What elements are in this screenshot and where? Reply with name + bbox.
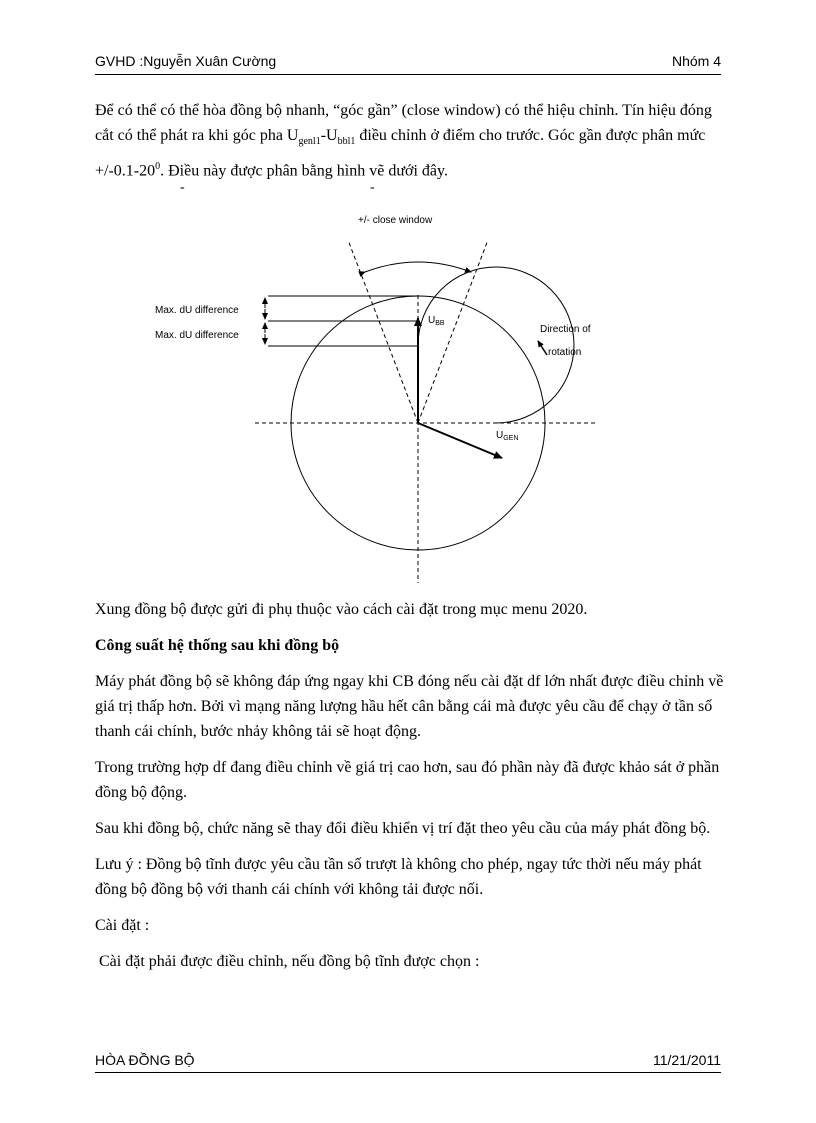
close-window-arc [365,262,471,272]
paragraph: Cài đặt phải được điều chỉnh, nếu đồng bộ tĩnh được chọn : [95,953,480,970]
max-du-label: Max. dU difference [155,305,239,316]
page-footer [95,1050,721,1073]
paragraph: Sau khi đồng bộ, chức năng sẽ thay đổi điều khiển vị trí đặt theo yêu cầu của máy phát đồng bộ. [95,820,711,837]
ugen-vector [418,423,502,458]
rotation-arrow [538,341,547,355]
header-instructor: GVHD :Nguyễn Xuân Cường [95,53,277,69]
paragraph: Máy phát đồng bộ sẽ không đáp ứng ngay khi CB đóng nếu cài đặt df lớn nhất được điều chỉnh về giá trị thấp hơn. Bởi vì mạng năng lượng hầu hết cân bằng cái mà được yêu cầu để chạy ở tần số thanh cái chính, bước nhảy không tải sẽ hoạt động. [95,673,724,740]
direction-label: Direction of [540,324,591,335]
stray-mark: - [180,180,185,195]
paragraph: Trong trường hợp df đang điều chỉnh về giá trị cao hơn, sau đó phần này đã được khảo sát ở phần đồng bộ động. [95,759,720,801]
intro-block [95,98,725,184]
sync-diagram [150,205,630,590]
header-group: Nhóm 4 [671,53,721,69]
paragraph: Lưu ý : Đồng bộ tĩnh được yêu cầu tần số trượt là không cho phép, ngay tức thời nếu máy phát đồng bộ đồng bộ với thanh cái chính với không tải được nối. [95,856,702,898]
paragraph: Xung đồng bộ được gửi đi phụ thuộc vào cách cài đặt trong mục menu 2020. [95,601,588,618]
ubb-label: $U_{BB}$ [428,315,445,327]
paragraph: Cài đặt : [95,917,150,934]
inner-circle [418,267,574,423]
section-heading: Công suất hệ thống sau khi đồng bộ [95,637,340,654]
footer-date: 11/21/2011 [653,1052,721,1068]
direction-label: rotation [548,347,582,358]
close-window-boundary-left [348,240,418,423]
intro-paragraph: Để có thể có thể hòa đồng bộ nhanh, “góc gần” (close window) có thể hiệu chỉnh. Tín hiệu đóng cắt có thể phát ra khi góc pha $U_{genl1}-U_{bbl1}$ điều chỉnh ở điểm cho trước. Góc gần được phân mức $+/-0.1-20^0$. Điều này được phân bằng hình vẽ dưới đây. [95,102,712,180]
body-text [95,597,725,974]
footer-title: HÒA ĐỒNG BỘ [95,1052,195,1068]
page-header [95,50,721,75]
close-window-boundary-right [418,240,488,423]
ugen-label: $U_{GEN}$ [496,430,519,442]
max-du-label: Max. dU difference [155,330,239,341]
close-window-label: +/- close window [358,215,433,226]
stray-mark: - [370,180,375,195]
